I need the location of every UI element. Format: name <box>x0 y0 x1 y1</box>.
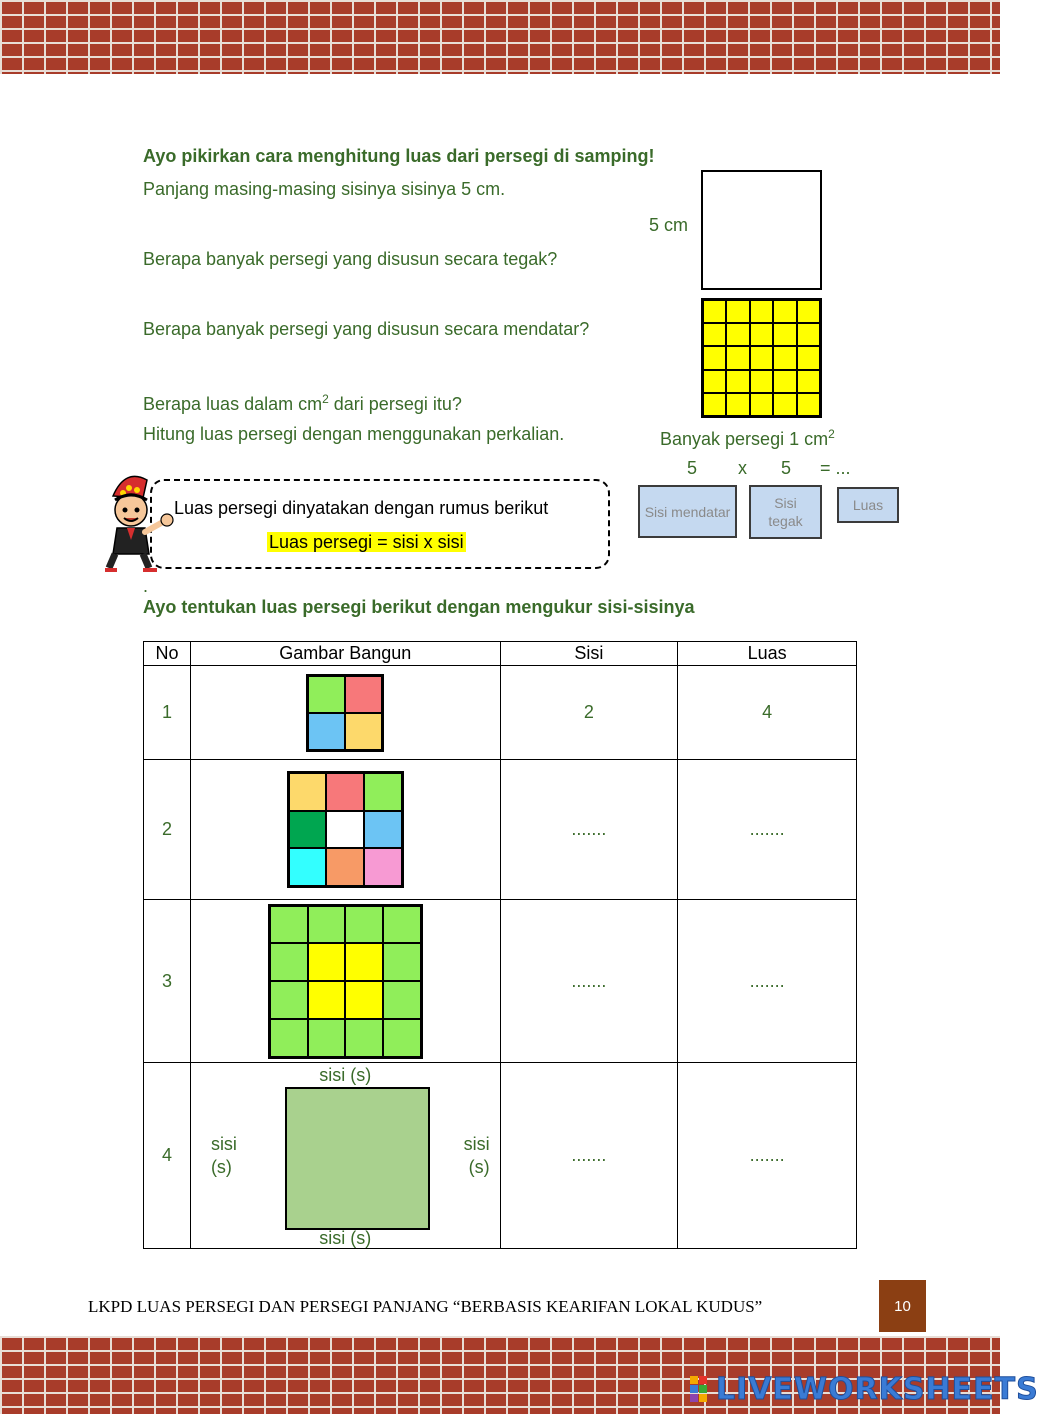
row-number: 1 <box>144 666 191 760</box>
shape-cell <box>190 900 500 1063</box>
equation-b: 5 <box>781 458 792 478</box>
grid-cell <box>308 713 345 750</box>
unit-square-label <box>660 423 835 450</box>
question-multiply: Hitung luas persegi dengan menggunakan perkalian. <box>143 424 565 444</box>
label-sisi-bottom: sisi (s) <box>319 1228 372 1248</box>
luas-value: 4 <box>678 666 857 760</box>
question-area <box>143 388 462 415</box>
grid-cell <box>289 848 327 886</box>
question-area-pre: Berapa luas dalam cm <box>143 394 323 414</box>
header-sisi: Sisi <box>500 642 678 666</box>
formula-text: Luas persegi = sisi x sisi <box>269 532 464 552</box>
grid-cell <box>326 811 364 849</box>
footer-title: LKPD LUAS PERSEGI DAN PERSEGI PANJANG “BERBASIS KEARIFAN LOKAL KUDUS” <box>88 1297 763 1316</box>
page-number: 10 <box>879 1280 926 1332</box>
grid-cell <box>345 943 383 981</box>
question-vertical: Berapa banyak persegi yang disusun secara tegak? <box>143 249 558 269</box>
row-number: 2 <box>144 760 191 900</box>
grid-cell <box>383 906 421 944</box>
grid-cell <box>345 906 383 944</box>
sisi-input[interactable]: ....... <box>500 760 678 900</box>
unit-square-label-text: Banyak persegi 1 cm <box>660 429 829 449</box>
callout-text: Luas persegi dinyatakan dengan rumus berikut <box>174 498 549 518</box>
liveworksheets-logo-icon <box>690 1376 716 1404</box>
table-row <box>144 900 857 1063</box>
label-sisi-top: sisi (s) <box>319 1065 372 1085</box>
table-row <box>144 760 857 900</box>
stray-dot: . <box>143 576 149 596</box>
row-number: 4 <box>144 1063 191 1249</box>
label-sisi-left-2: (s) <box>210 1157 232 1177</box>
grid-cell <box>383 943 421 981</box>
square-2x2 <box>306 674 384 752</box>
label-sisi-right-2: (s) <box>468 1157 490 1177</box>
square-4x4 <box>268 904 423 1059</box>
header-gambar: Gambar Bangun <box>190 642 500 666</box>
header-no: No <box>144 642 191 666</box>
answer-box-sisi-mendatar[interactable]: Sisi mendatar <box>638 485 737 538</box>
section2-heading: Ayo tentukan luas persegi berikut dengan mengukur sisi-sisinya <box>143 597 695 617</box>
grid-cell <box>364 848 402 886</box>
empty-square <box>701 170 822 290</box>
header-luas: Luas <box>678 642 857 666</box>
grid-cell <box>289 773 327 811</box>
grid-cell <box>383 981 421 1019</box>
equation-result: = ... <box>820 458 851 478</box>
shape-cell <box>190 760 500 900</box>
side-length-label: 5 cm <box>649 215 689 235</box>
grid-cell <box>270 1019 308 1057</box>
liveworksheets-watermark <box>690 1372 1039 1407</box>
table-header-row <box>144 642 857 666</box>
luas-input[interactable]: ....... <box>678 760 857 900</box>
liveworksheets-text: LIVEWORKSHEETS <box>716 1372 1039 1407</box>
grid-cell <box>345 676 382 713</box>
table-row <box>144 1063 857 1249</box>
row-number: 3 <box>144 900 191 1063</box>
intro-heading: Ayo pikirkan cara menghitung luas dari persegi di samping! <box>143 146 655 166</box>
brick-header-decoration <box>0 0 1000 74</box>
grid-cell <box>345 981 383 1019</box>
grid-cell <box>364 773 402 811</box>
unit-square-grid <box>701 298 822 418</box>
area-table <box>143 641 857 1249</box>
question-area-sup: 2 <box>322 392 329 406</box>
sisi-value: 2 <box>500 666 678 760</box>
label-sisi-left-1: sisi <box>210 1134 237 1154</box>
sisi-input[interactable]: ....... <box>500 900 678 1063</box>
grid-cell <box>289 811 327 849</box>
luas-input[interactable]: ....... <box>678 900 857 1063</box>
grid-cell <box>326 773 364 811</box>
unit-square-label-sup: 2 <box>828 427 835 441</box>
formula-callout <box>150 479 610 569</box>
label-sisi-right <box>464 1133 490 1179</box>
grid-cell <box>308 1019 346 1057</box>
intro-line1: Panjang masing-masing sisinya sisinya 5 cm. <box>143 179 506 199</box>
square-3x3 <box>287 771 404 888</box>
grid-cell <box>345 1019 383 1057</box>
grid-cell <box>270 943 308 981</box>
sisi-input[interactable]: ....... <box>500 1063 678 1249</box>
grid-cell <box>270 906 308 944</box>
shape-cell <box>190 666 500 760</box>
grid-cell <box>308 981 346 1019</box>
label-sisi-left <box>211 1133 237 1179</box>
formula-highlight <box>267 532 466 553</box>
question-area-post: dari persegi itu? <box>328 394 462 414</box>
table-row <box>144 666 857 760</box>
luas-input[interactable]: ....... <box>678 1063 857 1249</box>
grid-cell <box>345 713 382 750</box>
equation-operator: x <box>738 458 747 478</box>
grid-cell <box>308 906 346 944</box>
grid-cell <box>326 848 364 886</box>
shape-cell <box>190 1063 500 1249</box>
answer-box-sisi-tegak[interactable]: Sisi tegak <box>749 485 822 539</box>
label-sisi-right-1: sisi <box>463 1134 490 1154</box>
answer-box-luas[interactable]: Luas <box>837 487 899 523</box>
grid-cell <box>308 943 346 981</box>
grid-cell <box>383 1019 421 1057</box>
grid-cell <box>364 811 402 849</box>
grid-cell <box>270 981 308 1019</box>
grid-cell <box>308 676 345 713</box>
question-horizontal: Berapa banyak persegi yang disusun secara mendatar? <box>143 319 590 339</box>
mascot-character <box>103 466 175 574</box>
plain-square <box>285 1087 430 1230</box>
equation-a: 5 <box>687 458 698 478</box>
